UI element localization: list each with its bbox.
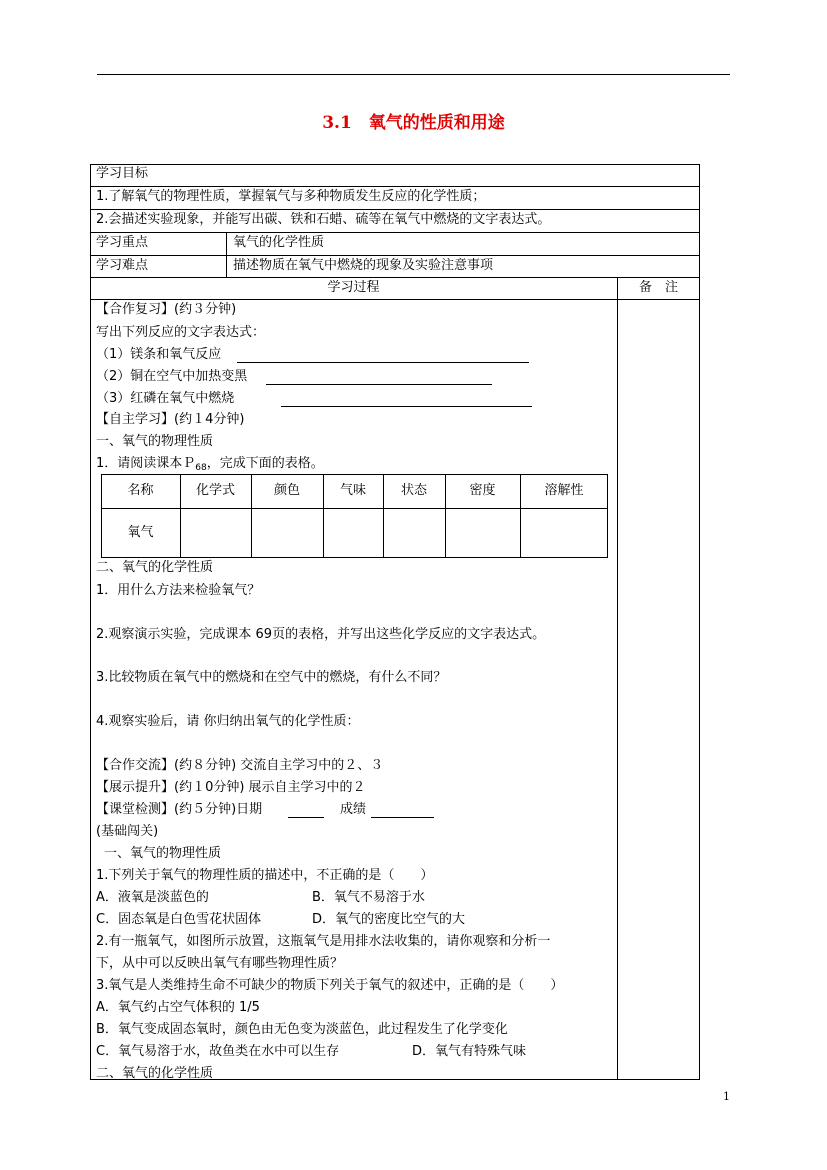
answer-blank bbox=[281, 406, 532, 407]
physical-properties-heading: 一、氧气的物理性质 bbox=[96, 434, 214, 449]
table-header-formula: 化学式 bbox=[195, 483, 235, 498]
study-question-3: 3.比较物质在氧气中的燃烧和在空气中的燃烧，有什么不同？ bbox=[96, 670, 447, 685]
table-row-oxygen: 氧气 bbox=[127, 525, 154, 540]
difficulty-label: 学习难点 bbox=[96, 258, 149, 273]
objective-1: 1.了解氧气的物理性质，掌握氧气与多种物质发生反应的化学性质； bbox=[96, 189, 486, 204]
study-question-1: 1．用什么方法来检验氧气？ bbox=[96, 583, 261, 598]
review-prompt: 写出下列反应的文字表达式： bbox=[96, 325, 266, 340]
review-item-2: （2）铜在空气中加热变黑 bbox=[96, 369, 248, 384]
basic-section-1: 一、氧气的物理性质 bbox=[104, 846, 222, 861]
read-prompt: 1．请阅读课本Ｐ$_{68}$，完成下面的表格。 bbox=[96, 456, 324, 473]
difficulty-value: 描述物质在氧气中燃烧的现象及实验注意事项 bbox=[233, 258, 494, 273]
key-value: 氧气的化学性质 bbox=[233, 235, 325, 250]
notes-label: 备 注 bbox=[638, 280, 678, 295]
table-header-odor: 气味 bbox=[339, 483, 366, 498]
q1-option-c: C．固态氧是白色雪花状固体 bbox=[96, 912, 262, 927]
chemical-properties-heading: 二、氧气的化学性质 bbox=[96, 560, 214, 575]
table-header-color: 颜色 bbox=[273, 483, 300, 498]
q3-option-a: A．氧气约占空气体积的 1/5 bbox=[96, 1000, 260, 1015]
objective-2: 2.会描述实验现象，并能写出碳、铁和石蜡、硫等在氧气中燃烧的文字表达式。 bbox=[96, 212, 551, 227]
q3-option-d: D．氧气有特殊气味 bbox=[412, 1044, 527, 1059]
self-study-heading: 【自主学习】(约１4分钟) bbox=[96, 412, 245, 427]
basic-question-3: 3.氧气是人类维持生命不可缺少的物质下列关于氧气的叙述中，正确的是（ ） bbox=[96, 978, 564, 993]
date-blank bbox=[288, 817, 324, 818]
study-question-2: 2.观察演示实验，完成课本 69页的表格，并写出这些化学反应的文字表达式。 bbox=[96, 627, 546, 642]
study-question-4: 4.观察实验后，请 你归纳出氧气的化学性质： bbox=[96, 714, 360, 729]
table-header-density: 密度 bbox=[469, 483, 496, 498]
table-header-state: 状态 bbox=[400, 483, 427, 498]
basic-question-2-line-2: 下，从中可以反映出氧气有哪些物理性质？ bbox=[96, 956, 344, 971]
table-header-solubility: 溶解性 bbox=[544, 483, 584, 498]
score-label: 成绩 bbox=[340, 802, 367, 817]
answer-blank bbox=[237, 362, 529, 363]
score-blank bbox=[371, 817, 434, 818]
key-label: 学习重点 bbox=[96, 235, 149, 250]
basic-question-2-line-1: 2.有一瓶氧气，如图所示放置，这瓶氧气是用排水法收集的，请你观察和分析一 bbox=[96, 934, 551, 949]
exchange-line: 【合作交流】(约８分钟) 交流自主学习中的２、３ bbox=[96, 758, 384, 773]
review-heading: 【合作复习】(约３分钟) bbox=[96, 302, 237, 317]
q1-option-d: D．氧气的密度比空气的大 bbox=[312, 912, 466, 927]
check-heading: 【课堂检测】(约５分钟)日期 bbox=[96, 802, 263, 817]
showcase-line: 【展示提升】(约１0分钟) 展示自主学习中的２ bbox=[96, 780, 366, 795]
q1-option-b: B．氧气不易溶于水 bbox=[312, 890, 425, 905]
basic-question-1: 1.下列关于氧气的物理性质的描述中，不正确的是（ ） bbox=[96, 868, 434, 883]
q3-option-c: C．氧气易溶于水，故鱼类在水中可以生存 bbox=[96, 1044, 340, 1059]
table-header-name: 名称 bbox=[127, 483, 154, 498]
review-item-3: （3）红磷在氧气中燃烧 bbox=[96, 391, 235, 406]
answer-blank bbox=[266, 384, 492, 385]
page-number: 1 bbox=[723, 1090, 730, 1103]
objectives-label: 学习目标 bbox=[96, 166, 149, 181]
q1-option-a: A．液氧是淡蓝色的 bbox=[96, 890, 209, 905]
basic-section-2: 二、氧气的化学性质 bbox=[96, 1066, 214, 1081]
review-item-1: （1）镁条和氧气反应 bbox=[96, 347, 222, 362]
header-rule bbox=[97, 74, 730, 75]
basic-heading: (基础闯关) bbox=[96, 824, 159, 839]
q3-option-b: B．氧气变成固态氧时，颜色由无色变为淡蓝色，此过程发生了化学变化 bbox=[96, 1022, 508, 1037]
process-label: 学习过程 bbox=[327, 280, 380, 295]
page-title: 3.1 氧气的性质和用途 bbox=[322, 113, 505, 133]
